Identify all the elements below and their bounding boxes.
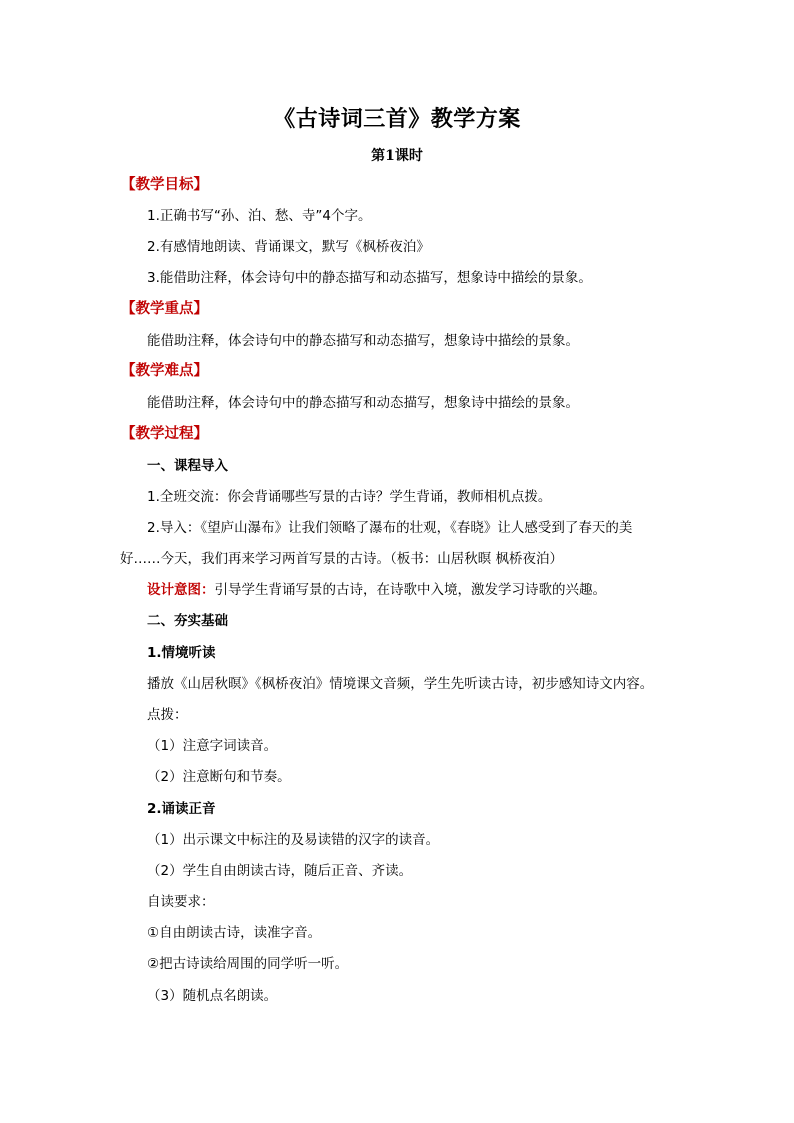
part2-sub2-heading: 2.诵读正音 xyxy=(147,801,216,817)
design-intent xyxy=(147,581,606,599)
part1-heading: 一、课程导入 xyxy=(147,458,228,474)
objectives-heading: 【教学目标】 xyxy=(121,177,208,193)
sub2-item-3: （3）随机点名朗读。 xyxy=(147,988,278,1004)
tip-item-1: （1）注意字词读音。 xyxy=(147,738,278,754)
requirement-item-2: ②把古诗读给周围的同学听一听。 xyxy=(147,956,349,972)
objective-item-3: 3.能借助注释，体会诗句中的静态描写和动态描写，想象诗中描绘的景象。 xyxy=(147,270,592,286)
objective-item-1: 1.正确书写“孙、泊、愁、寺”4个字。 xyxy=(147,208,372,224)
design-intent-label: 设计意图： xyxy=(147,582,215,598)
part1-item-2-line2: 好……今天，我们再来学习两首写景的古诗。（板书：山居秋暝 枫桥夜泊） xyxy=(120,551,564,567)
design-intent-text: 引导学生背诵写景的古诗，在诗歌中入境，激发学习诗歌的兴趣。 xyxy=(214,582,606,598)
part2-sub1-heading: 1.情境听读 xyxy=(147,645,216,661)
sub2-item-2: （2）学生自由朗读古诗，随后正音、齐读。 xyxy=(147,863,413,879)
part2-sub1-text: 播放《山居秋暝》《枫桥夜泊》情境课文音频，学生先听读古诗，初步感知诗文内容。 xyxy=(147,676,654,692)
sub2-item-1: （1）出示课文中标注的及易读错的汉字的读音。 xyxy=(147,832,440,848)
part1-item-2-line1: 2.导入：《望庐山瀑布》让我们领略了瀑布的壮观，《春晓》让人感受到了春天的美 xyxy=(147,520,633,536)
requirements-label: 自读要求： xyxy=(147,894,215,910)
process-heading: 【教学过程】 xyxy=(121,426,208,442)
lesson-period: 第1课时 xyxy=(371,148,423,164)
tip-item-2: （2）注意断句和节奏。 xyxy=(147,769,291,785)
key-points-heading: 【教学重点】 xyxy=(121,301,208,317)
document-title: 《古诗词三首》教学方案 xyxy=(273,106,521,132)
part1-item-1: 1.全班交流：你会背诵哪些写景的古诗？学生背诵，教师相机点拨。 xyxy=(147,489,552,505)
part2-heading: 二、夯实基础 xyxy=(147,613,228,629)
key-points-text: 能借助注释，体会诗句中的静态描写和动态描写，想象诗中描绘的景象。 xyxy=(147,333,579,349)
difficulties-text: 能借助注释，体会诗句中的静态描写和动态描写，想象诗中描绘的景象。 xyxy=(147,395,579,411)
objective-item-2: 2.有感情地朗读、背诵课文，默写《枫桥夜泊》 xyxy=(147,239,430,255)
tip-label: 点拨： xyxy=(147,707,188,723)
requirement-item-1: ①自由朗读古诗，读准字音。 xyxy=(147,925,322,941)
difficulties-heading: 【教学难点】 xyxy=(121,363,208,379)
